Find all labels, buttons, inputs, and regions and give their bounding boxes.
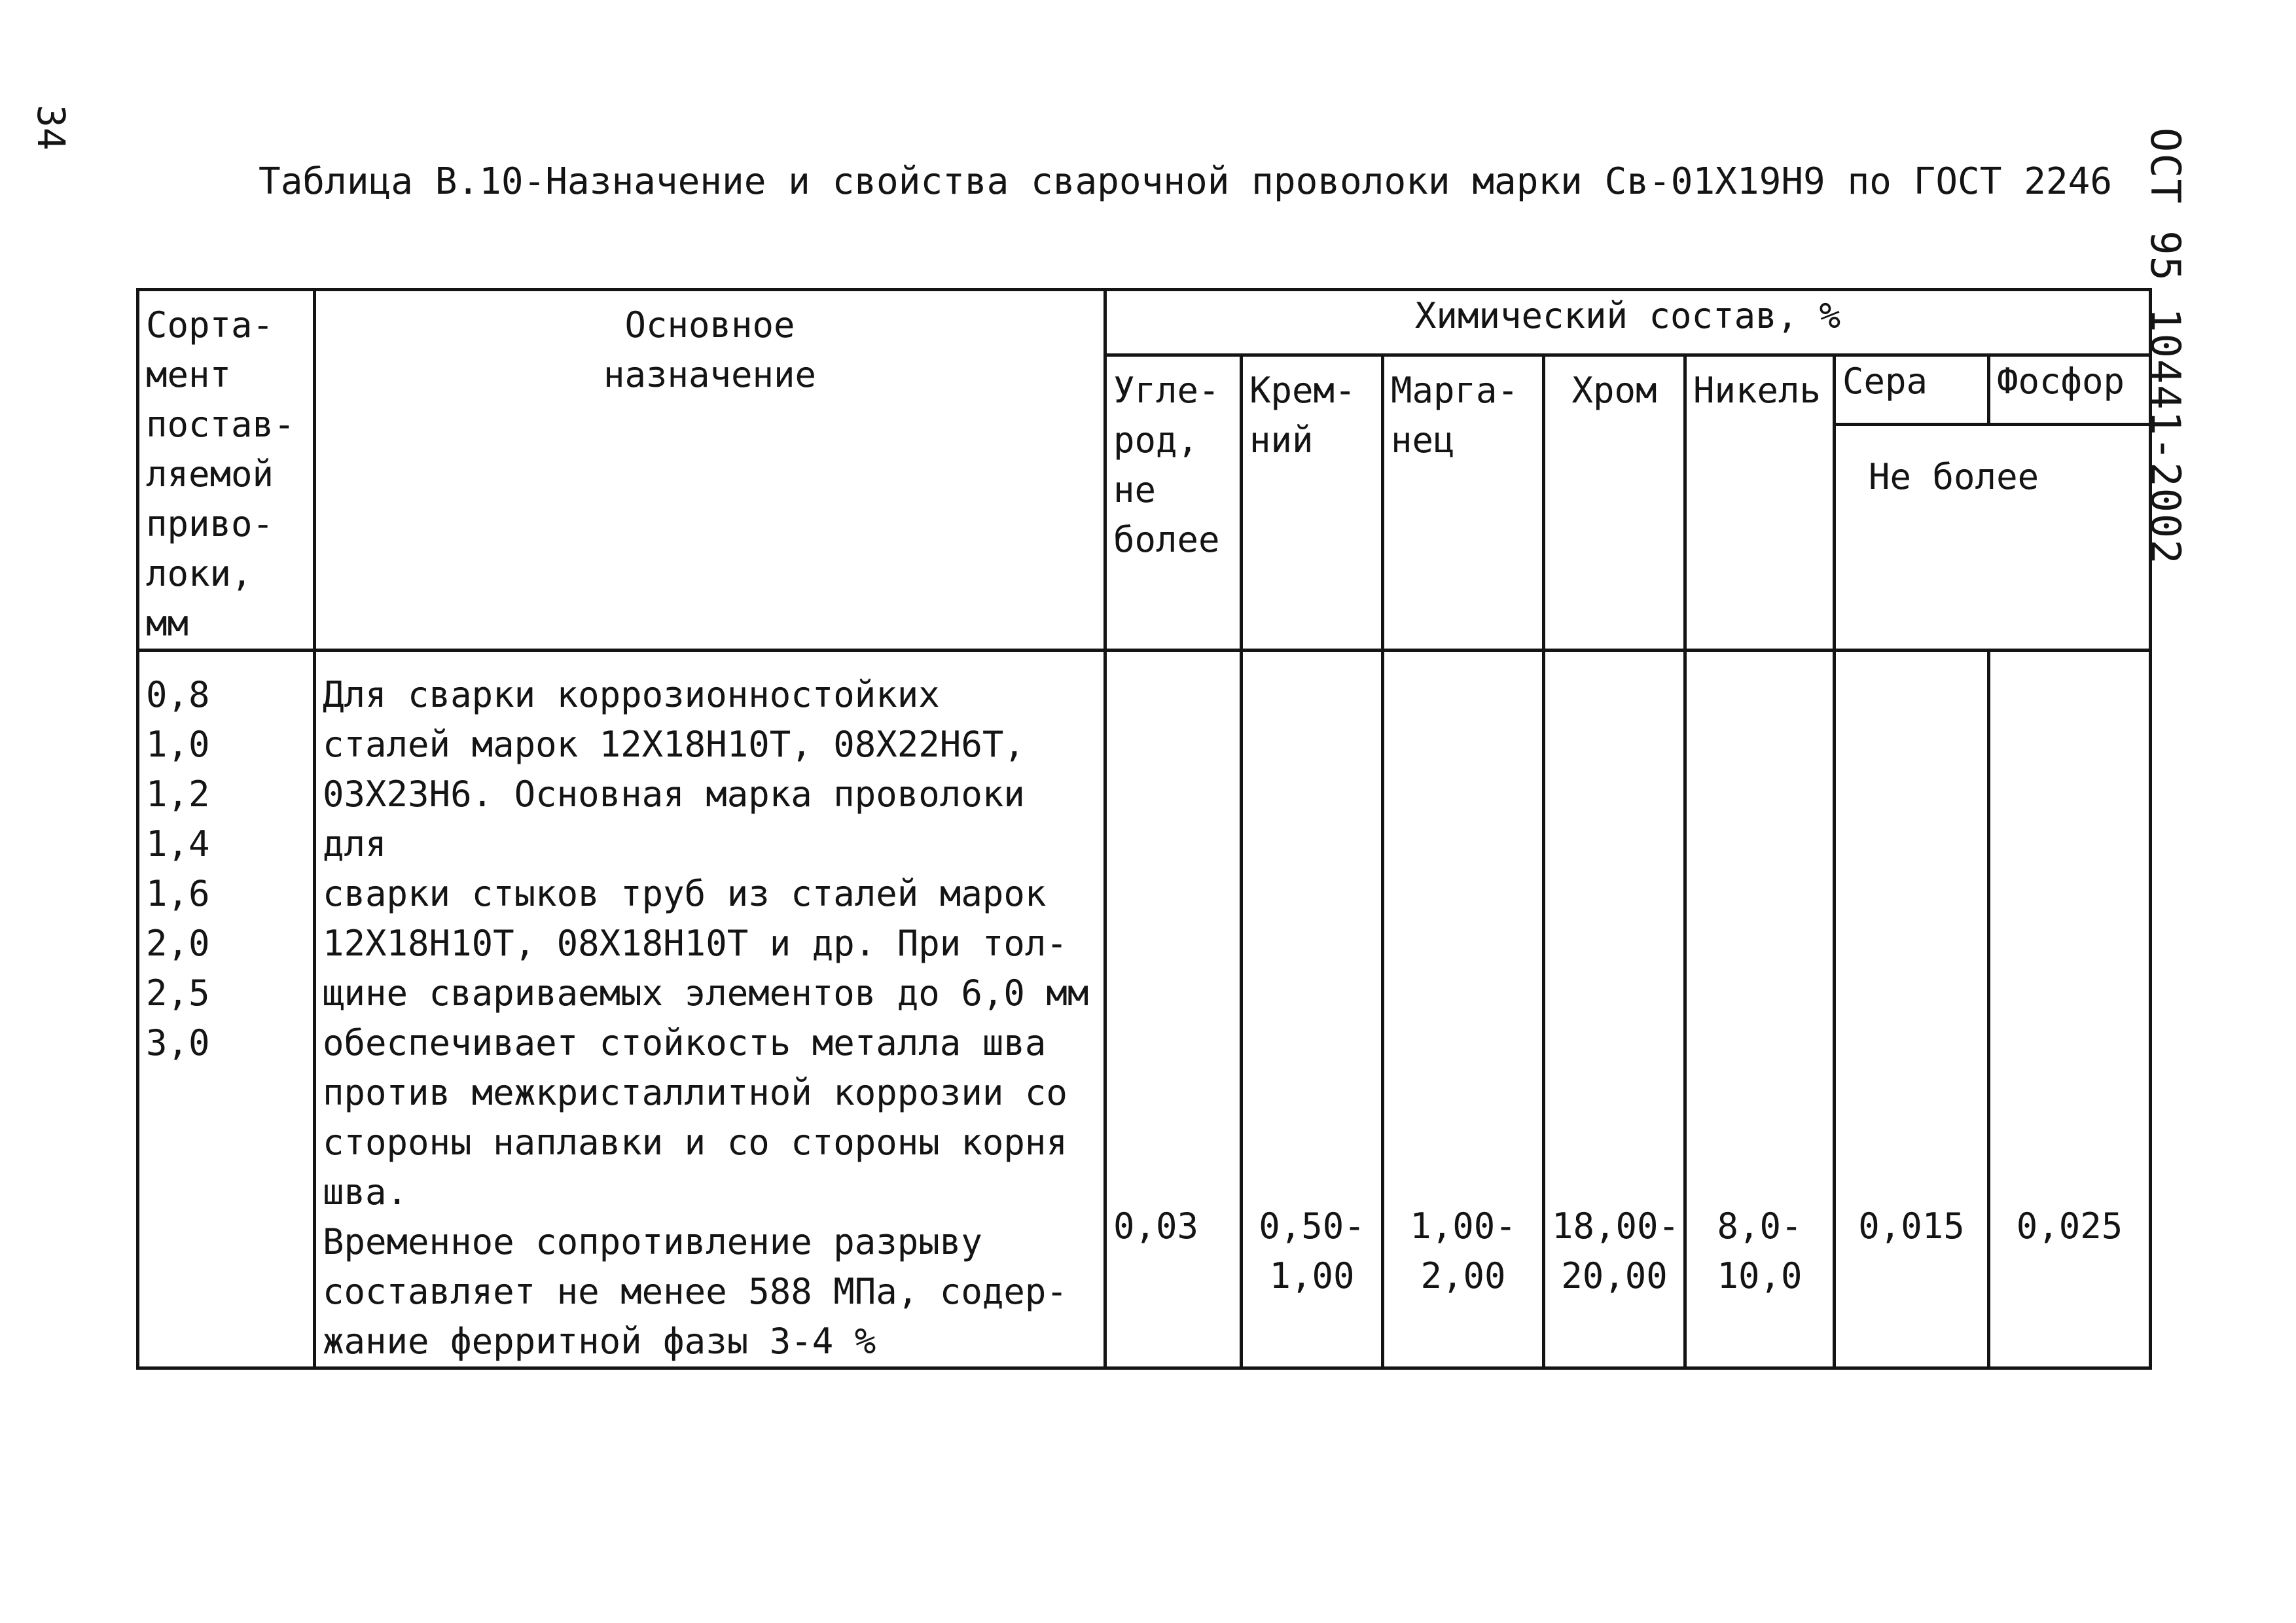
data-row	[138, 651, 2151, 1368]
purpose-text: Для сварки коррозионностойких сталей марок 12Х18Н10Т, 08Х22Н6Т, 03Х23Н6. Основная марка проволоки для сварки стыков труб из сталей марок 12Х18Н10Т, 08Х18Н10Т и др. При тол- щине свариваемых элементов до 6,0 мм обеспечивает стойкость металла шва против межкристаллитной коррозии со стороны наплавки и со стороны корня шва. Временное сопротивление разрыву составляет не менее 588 МПа, содер- жание ферритной фазы 3-4 %	[315, 651, 1105, 1368]
wire-sizes: 0,8 1,0 1,2 1,4 1,6 2,0 2,5 3,0	[138, 651, 315, 1368]
nickel-value: 8,0- 10,0	[1685, 651, 1835, 1368]
silicon-value: 0,50- 1,00	[1242, 651, 1383, 1368]
header-silicon: Крем- ний	[1242, 355, 1383, 651]
header-carbon: Угле- род, не более	[1105, 355, 1242, 651]
header-chemical-composition: Химический состав, %	[1105, 290, 2151, 355]
document-code: ОСТ 95 10441-2002	[2142, 128, 2189, 565]
header-phosphorus: Фосфор	[1989, 355, 2151, 425]
page-number: 34	[29, 105, 73, 151]
header-nickel: Никель	[1685, 355, 1835, 651]
header-purpose: Основное назначение	[315, 290, 1105, 651]
header-not-more: Не более	[1835, 425, 2151, 651]
header-chromium: Хром	[1544, 355, 1685, 651]
header-sulfur: Сера	[1835, 355, 1989, 425]
phosphorus-value: 0,025	[1989, 651, 2151, 1368]
manganese-value: 1,00- 2,00	[1383, 651, 1544, 1368]
chromium-value: 18,00- 20,00	[1544, 651, 1685, 1368]
carbon-value: 0,03	[1105, 651, 1242, 1368]
table-title: Таблица В.10-Назначение и свойства сварочной проволоки марки Св-01Х19Н9 по ГОСТ 2246	[259, 160, 2113, 203]
header-assortment: Сорта- мент постав- ляемой приво- локи, мм	[138, 290, 315, 651]
sulfur-value: 0,015	[1835, 651, 1989, 1368]
header-manganese: Марга- нец	[1383, 355, 1544, 651]
header-row-1	[138, 290, 2151, 355]
wire-properties-table	[136, 288, 2152, 1370]
